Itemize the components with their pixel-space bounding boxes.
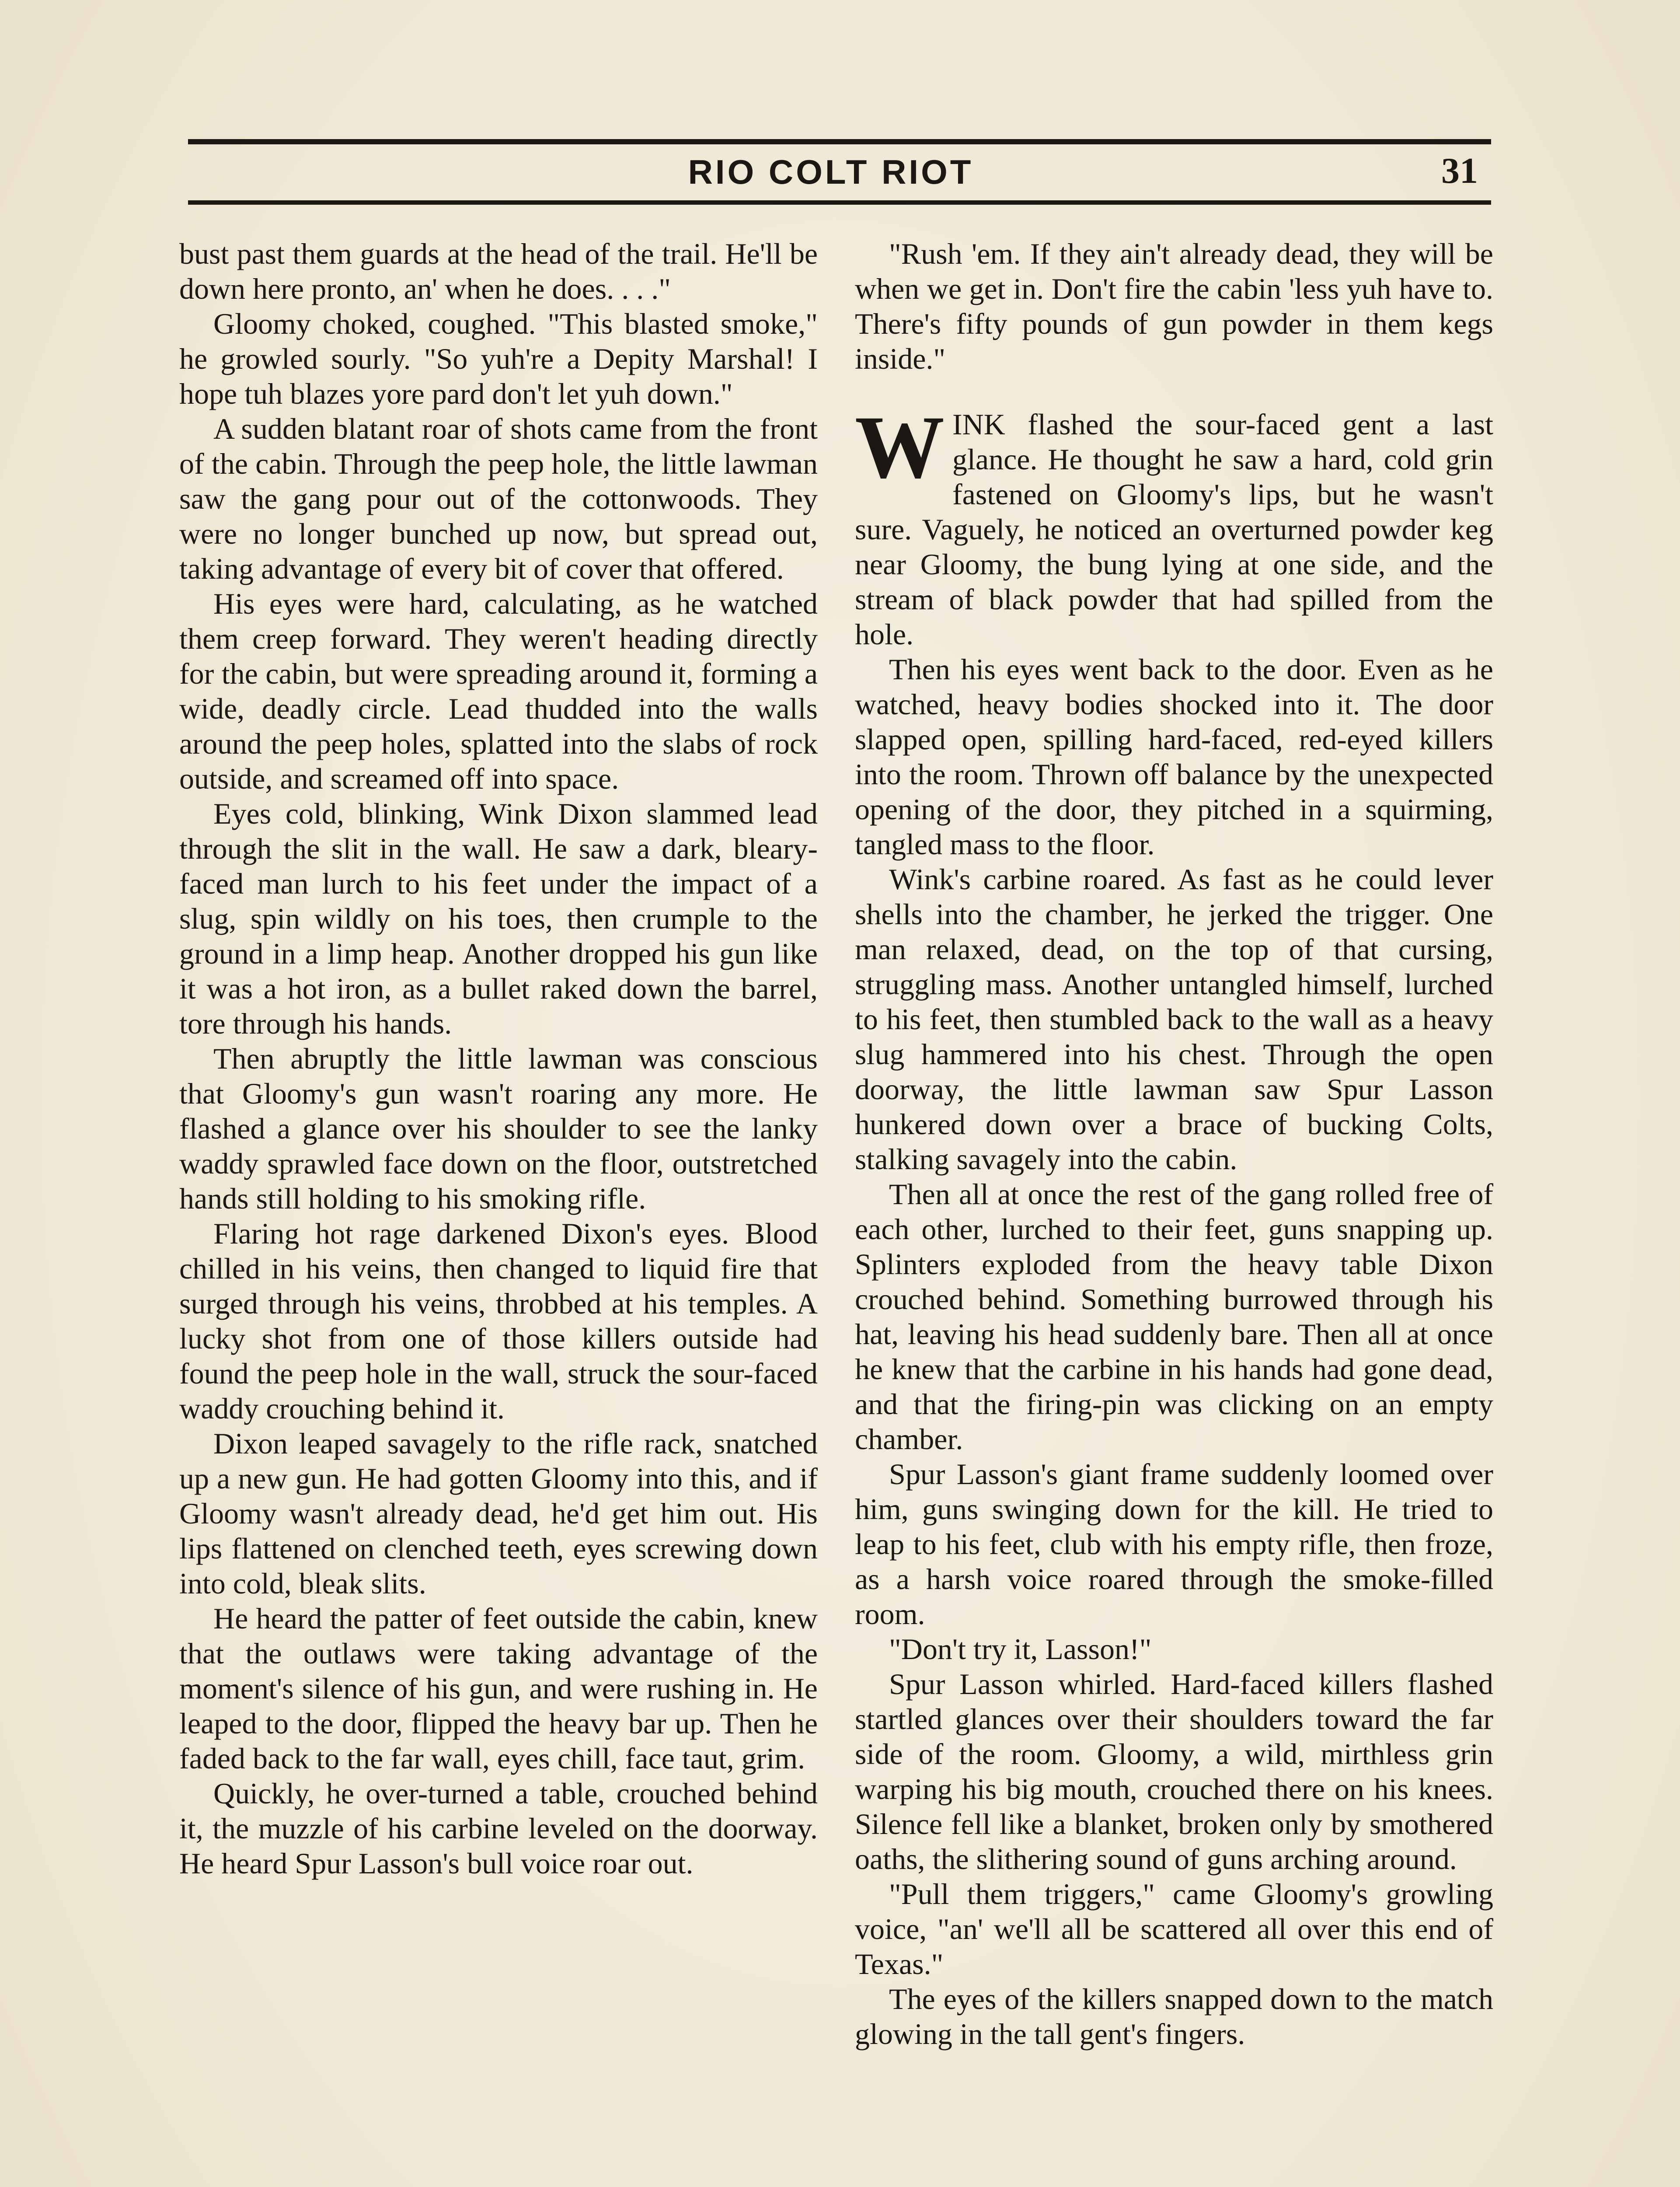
left-column (179, 236, 818, 1881)
paragraph: bust past them guards at the head of the trail. He'll be down here pronto, an' when he does. . . ." (179, 237, 818, 305)
paragraph: Then abruptly the little lawman was conscious that Gloomy's gun wasn't roaring any more. He flashed a glance over his shoulder to see the lanky waddy sprawled face down on the floor, outstretched hands still holding to his smoking rifle. (179, 1042, 818, 1215)
paragraph: Eyes cold, blinking, Wink Dixon slammed lead through the slit in the wall. He saw a dark, bleary-faced man lurch to his feet under the impact of a slug, spin wildly on his toes, then crumple to the ground in a limp heap. Another dropped his gun like it was a hot iron, as a bullet raked down the barrel, tore through his hands. (179, 797, 818, 1040)
paragraph: Spur Lasson's giant frame suddenly loomed over him, guns swinging down for the kill. He tried to leap to his feet, club with his empty rifle, then froze, as a harsh voice roared through the smoke-filled room. (855, 1457, 1493, 1631)
header-top-rule (188, 139, 1491, 144)
paragraph: Wink's carbine roared. As fast as he could lever shells into the chamber, he jerked the trigger. One man relaxed, dead, on the top of that cursing, struggling mass. Another untangled himself, lurched to his feet, then stumbled back to the wall as a heavy slug hammered into his chest. Through the open doorway, the little lawman saw Spur Lasson hunkered down over a brace of bucking Colts, stalking savagely into the cabin. (855, 863, 1493, 1176)
drop-cap-letter: W (855, 398, 945, 497)
paragraph: "Don't try it, Lasson!" (889, 1632, 1152, 1666)
drop-cap-paragraph-text: INK flashed the sour-faced gent a last glance. He thought he saw a hard, cold grin fastened on Gloomy's lips, but he wasn't sure. Vaguely, he noticed an overturned powder keg near Gloomy, the bung lying at one side, and the stream of black powder that had spilled from the hole. (855, 408, 1493, 651)
paragraph: Quickly, he over-turned a table, crouched behind it, the muzzle of his carbine leveled on the doorway. He heard Spur Lasson's bull voice roar out. (179, 1777, 818, 1880)
running-title: RIO COLT RIOT (688, 153, 974, 191)
header-bottom-rule (188, 200, 1491, 205)
paragraph: Dixon leaped savagely to the rifle rack, snatched up a new gun. He had gotten Gloomy into this, and if Gloomy wasn't already dead, he'd get him out. His lips flattened on clenched teeth, eyes screwing down into cold, bleak slits. (179, 1427, 818, 1600)
page-number: 31 (1441, 150, 1478, 191)
paragraph: Then his eyes went back to the door. Even as he watched, heavy bodies shocked into it. The door slapped open, spilling hard-faced, red-eyed killers into the room. Thrown off balance by the unexpected opening of the door, they pitched in a squirming, tangled mass to the floor. (855, 653, 1493, 861)
paragraph: His eyes were hard, calculating, as he watched them creep forward. They weren't heading directly for the cabin, but were spreading around it, forming a wide, deadly circle. Lead thudded into the walls around the peep holes, splatted into the slabs of rock outside, and screamed off into space. (179, 587, 818, 795)
paragraph: Spur Lasson whirled. Hard-faced killers flashed startled glances over their shoulders toward the far side of the room. Gloomy, a wild, mirthless grin warping his big mouth, crouched there on his knees. Silence fell like a blanket, broken only by smothered oaths, the slithering sound of guns arching around. (855, 1667, 1493, 1876)
paragraph: "Pull them triggers," came Gloomy's growling voice, "an' we'll all be scattered all over this end of Texas." (855, 1877, 1493, 1981)
paragraph: He heard the patter of feet outside the cabin, knew that the outlaws were taking advantage of the moment's silence of his gun, and were rushing in. He leaped to the door, flipped the heavy bar up. Then he faded back to the far wall, eyes chill, face taut, grim. (179, 1602, 818, 1775)
drop-cap-paragraph (855, 398, 1493, 652)
paragraph: The eyes of the killers snapped down to the match glowing in the tall gent's fingers. (855, 1982, 1493, 2051)
paragraph: Gloomy choked, coughed. "This blasted smoke," he growled sourly. "So yuh're a Depity Marshal! I hope tuh blazes yore pard don't let yuh down." (179, 307, 818, 410)
paragraph: Then all at once the rest of the gang rolled free of each other, lurched to their feet, guns snapping up. Splinters exploded from the heavy table Dixon crouched behind. Something burrowed through his hat, leaving his head suddenly bare. Then all at once he knew that the carbine in his hands had gone dead, and that the firing-pin was clicking on an empty chamber. (855, 1177, 1493, 1456)
paragraph: A sudden blatant roar of shots came from the front of the cabin. Through the peep hole, the little lawman saw the gang pour out of the cottonwoods. They were no longer bunched up now, but spread out, taking advantage of every bit of cover that offered. (179, 412, 818, 585)
paragraph: "Rush 'em. If they ain't already dead, they will be when we get in. Don't fire the cabin 'less yuh have to. There's fifty pounds of gun powder in them kegs inside." (855, 237, 1493, 375)
right-column (855, 236, 1493, 2051)
paragraph: Flaring hot rage darkened Dixon's eyes. Blood chilled in his veins, then changed to liquid fire that surged through his veins, throbbed at his temples. A lucky shot from one of those killers outside had found the peep hole in the wall, struck the sour-faced waddy crouching behind it. (179, 1217, 818, 1425)
